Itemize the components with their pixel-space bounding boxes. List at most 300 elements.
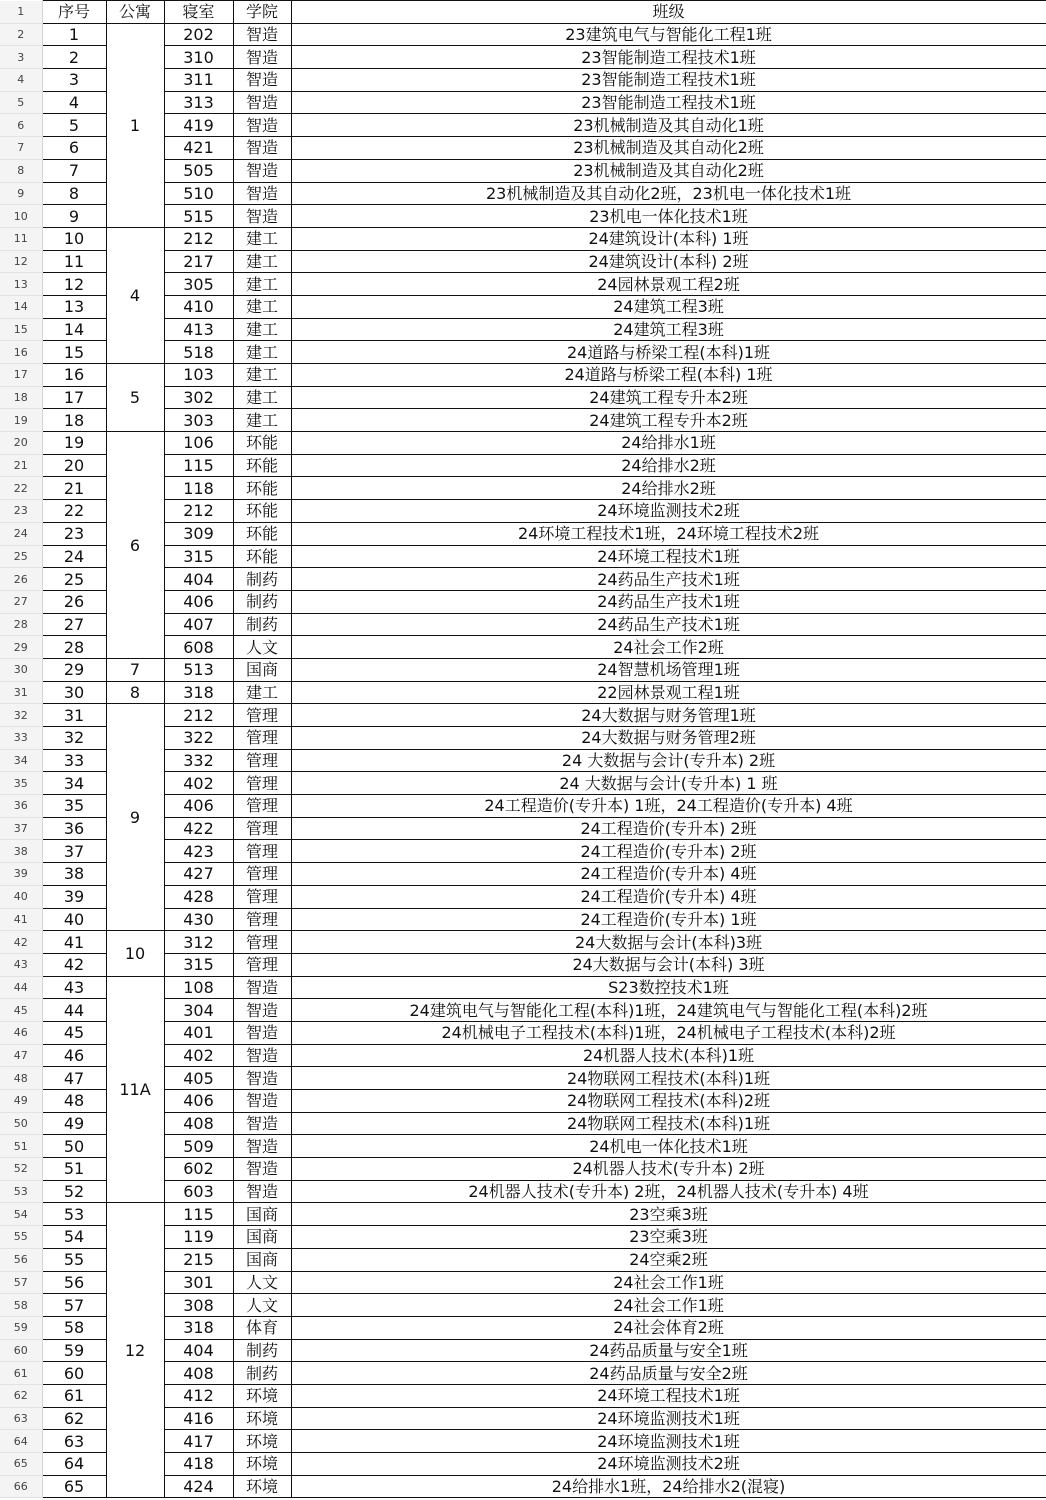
header-room[interactable]: 寝室 <box>164 1 233 24</box>
row-number[interactable]: 57 <box>0 1271 42 1294</box>
cell-room[interactable]: 416 <box>164 1407 233 1430</box>
cell-college[interactable]: 建工 <box>233 409 291 432</box>
cell-room[interactable]: 309 <box>164 522 233 545</box>
cell-class[interactable]: 24工程造价(专升本) 4班 <box>291 885 1046 908</box>
cell-seq[interactable]: 63 <box>42 1430 106 1453</box>
row-number[interactable]: 41 <box>0 908 42 931</box>
cell-college[interactable]: 国商 <box>233 1226 291 1249</box>
cell-room[interactable]: 332 <box>164 749 233 772</box>
row-number[interactable]: 58 <box>0 1294 42 1317</box>
cell-class[interactable]: 24建筑电气与智能化工程(本科)1班，24建筑电气与智能化工程(本科)2班 <box>291 999 1046 1022</box>
cell-college[interactable]: 管理 <box>233 704 291 727</box>
cell-room[interactable]: 424 <box>164 1475 233 1498</box>
cell-class[interactable]: 23智能制造工程技术1班 <box>291 69 1046 92</box>
row-number[interactable]: 40 <box>0 885 42 908</box>
cell-college[interactable]: 国商 <box>233 1248 291 1271</box>
cell-seq[interactable]: 5 <box>42 114 106 137</box>
cell-seq[interactable]: 7 <box>42 159 106 182</box>
cell-college[interactable]: 国商 <box>233 658 291 681</box>
cell-seq[interactable]: 49 <box>42 1112 106 1135</box>
row-number[interactable]: 35 <box>0 772 42 795</box>
cell-class[interactable]: 24工程造价(专升本) 4班 <box>291 863 1046 886</box>
cell-college[interactable]: 人文 <box>233 1294 291 1317</box>
cell-room[interactable]: 212 <box>164 704 233 727</box>
row-number[interactable]: 56 <box>0 1248 42 1271</box>
cell-seq[interactable]: 65 <box>42 1475 106 1498</box>
cell-college[interactable]: 管理 <box>233 749 291 772</box>
cell-room[interactable]: 315 <box>164 545 233 568</box>
cell-room[interactable]: 406 <box>164 590 233 613</box>
cell-college[interactable]: 智造 <box>233 23 291 46</box>
cell-seq[interactable]: 61 <box>42 1384 106 1407</box>
row-number[interactable]: 42 <box>0 931 42 954</box>
cell-seq[interactable]: 35 <box>42 795 106 818</box>
cell-class[interactable]: 24给排水1班，24给排水2(混寝) <box>291 1475 1046 1498</box>
cell-seq[interactable]: 50 <box>42 1135 106 1158</box>
cell-college[interactable]: 环能 <box>233 432 291 455</box>
row-number[interactable]: 12 <box>0 250 42 273</box>
row-number[interactable]: 29 <box>0 636 42 659</box>
row-number[interactable]: 63 <box>0 1407 42 1430</box>
cell-room[interactable]: 308 <box>164 1294 233 1317</box>
cell-college[interactable]: 管理 <box>233 931 291 954</box>
cell-room[interactable]: 215 <box>164 1248 233 1271</box>
cell-room[interactable]: 311 <box>164 69 233 92</box>
cell-class[interactable]: 24机器人技术(专升本) 2班 <box>291 1158 1046 1181</box>
cell-college[interactable]: 智造 <box>233 1021 291 1044</box>
cell-apartment[interactable]: 5 <box>106 364 164 432</box>
cell-seq[interactable]: 8 <box>42 182 106 205</box>
cell-apartment[interactable]: 1 <box>106 23 164 227</box>
cell-seq[interactable]: 57 <box>42 1294 106 1317</box>
row-number[interactable]: 2 <box>0 23 42 46</box>
cell-room[interactable]: 421 <box>164 137 233 160</box>
cell-seq[interactable]: 26 <box>42 590 106 613</box>
cell-college[interactable]: 管理 <box>233 772 291 795</box>
row-number[interactable]: 8 <box>0 159 42 182</box>
cell-seq[interactable]: 22 <box>42 500 106 523</box>
row-number[interactable]: 3 <box>0 46 42 69</box>
cell-class[interactable]: S23数控技术1班 <box>291 976 1046 999</box>
cell-class[interactable]: 24药品生产技术1班 <box>291 613 1046 636</box>
cell-room[interactable]: 310 <box>164 46 233 69</box>
cell-college[interactable]: 环能 <box>233 477 291 500</box>
cell-college[interactable]: 建工 <box>233 364 291 387</box>
cell-room[interactable]: 419 <box>164 114 233 137</box>
cell-class[interactable]: 24给排水2班 <box>291 477 1046 500</box>
cell-seq[interactable]: 21 <box>42 477 106 500</box>
cell-class[interactable]: 24道路与桥梁工程(本科)1班 <box>291 341 1046 364</box>
cell-class[interactable]: 24机电一体化技术1班 <box>291 1135 1046 1158</box>
row-number[interactable]: 17 <box>0 364 42 387</box>
cell-class[interactable]: 23机械制造及其自动化2班 <box>291 159 1046 182</box>
cell-college[interactable]: 管理 <box>233 885 291 908</box>
cell-college[interactable]: 体育 <box>233 1316 291 1339</box>
cell-college[interactable]: 智造 <box>233 46 291 69</box>
cell-room[interactable]: 108 <box>164 976 233 999</box>
row-number[interactable]: 55 <box>0 1226 42 1249</box>
row-number[interactable]: 33 <box>0 727 42 750</box>
cell-room[interactable]: 318 <box>164 681 233 704</box>
cell-college[interactable]: 人文 <box>233 636 291 659</box>
cell-college[interactable]: 管理 <box>233 840 291 863</box>
cell-class[interactable]: 24道路与桥梁工程(本科) 1班 <box>291 364 1046 387</box>
cell-seq[interactable]: 14 <box>42 318 106 341</box>
cell-class[interactable]: 23建筑电气与智能化工程1班 <box>291 23 1046 46</box>
cell-seq[interactable]: 36 <box>42 817 106 840</box>
cell-room[interactable]: 212 <box>164 500 233 523</box>
cell-seq[interactable]: 64 <box>42 1453 106 1476</box>
cell-college[interactable]: 环能 <box>233 522 291 545</box>
cell-room[interactable]: 406 <box>164 795 233 818</box>
cell-class[interactable]: 24机器人技术(本科)1班 <box>291 1044 1046 1067</box>
cell-room[interactable]: 509 <box>164 1135 233 1158</box>
cell-class[interactable]: 24 大数据与会计(专升本) 2班 <box>291 749 1046 772</box>
cell-seq[interactable]: 37 <box>42 840 106 863</box>
cell-room[interactable]: 106 <box>164 432 233 455</box>
cell-apartment[interactable]: 8 <box>106 681 164 704</box>
cell-room[interactable]: 302 <box>164 386 233 409</box>
cell-class[interactable]: 24机器人技术(专升本) 2班，24机器人技术(专升本) 4班 <box>291 1180 1046 1203</box>
cell-college[interactable]: 管理 <box>233 795 291 818</box>
cell-college[interactable]: 建工 <box>233 681 291 704</box>
cell-room[interactable]: 402 <box>164 1044 233 1067</box>
cell-room[interactable]: 405 <box>164 1067 233 1090</box>
cell-seq[interactable]: 16 <box>42 364 106 387</box>
row-number[interactable]: 10 <box>0 205 42 228</box>
cell-class[interactable]: 24建筑工程3班 <box>291 295 1046 318</box>
header-college[interactable]: 学院 <box>233 1 291 24</box>
cell-seq[interactable]: 33 <box>42 749 106 772</box>
cell-room[interactable]: 408 <box>164 1112 233 1135</box>
cell-class[interactable]: 24物联网工程技术(本科)2班 <box>291 1090 1046 1113</box>
cell-college[interactable]: 建工 <box>233 227 291 250</box>
cell-college[interactable]: 智造 <box>233 114 291 137</box>
row-number[interactable]: 54 <box>0 1203 42 1226</box>
cell-college[interactable]: 国商 <box>233 1203 291 1226</box>
row-number[interactable]: 6 <box>0 114 42 137</box>
cell-college[interactable]: 智造 <box>233 1044 291 1067</box>
cell-room[interactable]: 608 <box>164 636 233 659</box>
row-number[interactable]: 5 <box>0 91 42 114</box>
cell-seq[interactable]: 19 <box>42 432 106 455</box>
cell-room[interactable]: 313 <box>164 91 233 114</box>
cell-class[interactable]: 24大数据与财务管理2班 <box>291 727 1046 750</box>
cell-seq[interactable]: 1 <box>42 23 106 46</box>
cell-class[interactable]: 24建筑设计(本科) 2班 <box>291 250 1046 273</box>
row-number[interactable]: 36 <box>0 795 42 818</box>
cell-room[interactable]: 423 <box>164 840 233 863</box>
cell-class[interactable]: 23机械制造及其自动化2班，23机电一体化技术1班 <box>291 182 1046 205</box>
cell-room[interactable]: 518 <box>164 341 233 364</box>
cell-seq[interactable]: 9 <box>42 205 106 228</box>
cell-apartment[interactable]: 12 <box>106 1203 164 1498</box>
row-number[interactable]: 25 <box>0 545 42 568</box>
cell-class[interactable]: 24环境监测技术1班 <box>291 1430 1046 1453</box>
cell-room[interactable]: 408 <box>164 1362 233 1385</box>
cell-college[interactable]: 制药 <box>233 590 291 613</box>
cell-seq[interactable]: 53 <box>42 1203 106 1226</box>
cell-room[interactable]: 315 <box>164 953 233 976</box>
row-number[interactable]: 21 <box>0 454 42 477</box>
cell-room[interactable]: 602 <box>164 1158 233 1181</box>
cell-class[interactable]: 23空乘3班 <box>291 1226 1046 1249</box>
cell-room[interactable]: 312 <box>164 931 233 954</box>
cell-apartment[interactable]: 6 <box>106 432 164 659</box>
row-number[interactable]: 50 <box>0 1112 42 1135</box>
cell-seq[interactable]: 2 <box>42 46 106 69</box>
row-number[interactable]: 28 <box>0 613 42 636</box>
cell-seq[interactable]: 59 <box>42 1339 106 1362</box>
cell-class[interactable]: 24大数据与会计(本科) 3班 <box>291 953 1046 976</box>
cell-seq[interactable]: 20 <box>42 454 106 477</box>
cell-seq[interactable]: 44 <box>42 999 106 1022</box>
row-number[interactable]: 48 <box>0 1067 42 1090</box>
cell-room[interactable]: 212 <box>164 227 233 250</box>
cell-class[interactable]: 24智慧机场管理1班 <box>291 658 1046 681</box>
cell-room[interactable]: 417 <box>164 1430 233 1453</box>
row-number[interactable]: 1 <box>0 1 42 24</box>
row-number[interactable]: 19 <box>0 409 42 432</box>
cell-class[interactable]: 24机械电子工程技术(本科)1班，24机械电子工程技术(本科)2班 <box>291 1021 1046 1044</box>
cell-class[interactable]: 24建筑工程专升本2班 <box>291 409 1046 432</box>
cell-class[interactable]: 24 大数据与会计(专升本) 1 班 <box>291 772 1046 795</box>
row-number[interactable]: 52 <box>0 1158 42 1181</box>
cell-seq[interactable]: 60 <box>42 1362 106 1385</box>
cell-seq[interactable]: 55 <box>42 1248 106 1271</box>
cell-seq[interactable]: 17 <box>42 386 106 409</box>
cell-seq[interactable]: 51 <box>42 1158 106 1181</box>
cell-seq[interactable]: 43 <box>42 976 106 999</box>
cell-class[interactable]: 24工程造价(专升本) 2班 <box>291 817 1046 840</box>
cell-college[interactable]: 智造 <box>233 999 291 1022</box>
cell-seq[interactable]: 56 <box>42 1271 106 1294</box>
cell-college[interactable]: 制药 <box>233 1362 291 1385</box>
row-number[interactable]: 24 <box>0 522 42 545</box>
cell-college[interactable]: 建工 <box>233 250 291 273</box>
row-number[interactable]: 11 <box>0 227 42 250</box>
row-number[interactable]: 62 <box>0 1384 42 1407</box>
cell-college[interactable]: 制药 <box>233 613 291 636</box>
cell-room[interactable]: 404 <box>164 568 233 591</box>
cell-room[interactable]: 427 <box>164 863 233 886</box>
cell-room[interactable]: 418 <box>164 1453 233 1476</box>
row-number[interactable]: 64 <box>0 1430 42 1453</box>
cell-seq[interactable]: 24 <box>42 545 106 568</box>
cell-seq[interactable]: 40 <box>42 908 106 931</box>
cell-college[interactable]: 环能 <box>233 500 291 523</box>
cell-room[interactable]: 603 <box>164 1180 233 1203</box>
cell-college[interactable]: 智造 <box>233 205 291 228</box>
cell-college[interactable]: 人文 <box>233 1271 291 1294</box>
cell-seq[interactable]: 28 <box>42 636 106 659</box>
cell-college[interactable]: 环能 <box>233 545 291 568</box>
row-number[interactable]: 65 <box>0 1453 42 1476</box>
row-number[interactable]: 18 <box>0 386 42 409</box>
row-number[interactable]: 49 <box>0 1090 42 1113</box>
cell-seq[interactable]: 45 <box>42 1021 106 1044</box>
cell-college[interactable]: 环境 <box>233 1453 291 1476</box>
row-number[interactable]: 44 <box>0 976 42 999</box>
cell-class[interactable]: 23机械制造及其自动化2班 <box>291 137 1046 160</box>
cell-college[interactable]: 智造 <box>233 182 291 205</box>
cell-class[interactable]: 24药品质量与安全2班 <box>291 1362 1046 1385</box>
cell-college[interactable]: 环能 <box>233 454 291 477</box>
row-number[interactable]: 39 <box>0 863 42 886</box>
cell-room[interactable]: 430 <box>164 908 233 931</box>
row-number[interactable]: 13 <box>0 273 42 296</box>
cell-seq[interactable]: 4 <box>42 91 106 114</box>
cell-seq[interactable]: 34 <box>42 772 106 795</box>
cell-apartment[interactable]: 7 <box>106 658 164 681</box>
row-number[interactable]: 20 <box>0 432 42 455</box>
row-number[interactable]: 31 <box>0 681 42 704</box>
cell-class[interactable]: 24环境监测技术1班 <box>291 1407 1046 1430</box>
row-number[interactable]: 66 <box>0 1475 42 1498</box>
cell-seq[interactable]: 30 <box>42 681 106 704</box>
cell-college[interactable]: 智造 <box>233 1067 291 1090</box>
cell-room[interactable]: 412 <box>164 1384 233 1407</box>
cell-room[interactable]: 303 <box>164 409 233 432</box>
cell-room[interactable]: 407 <box>164 613 233 636</box>
cell-class[interactable]: 24建筑工程3班 <box>291 318 1046 341</box>
cell-college[interactable]: 管理 <box>233 863 291 886</box>
cell-seq[interactable]: 29 <box>42 658 106 681</box>
row-number[interactable]: 16 <box>0 341 42 364</box>
row-number[interactable]: 47 <box>0 1044 42 1067</box>
row-number[interactable]: 37 <box>0 817 42 840</box>
cell-seq[interactable]: 54 <box>42 1226 106 1249</box>
cell-college[interactable]: 智造 <box>233 137 291 160</box>
cell-class[interactable]: 24园林景观工程2班 <box>291 273 1046 296</box>
cell-seq[interactable]: 3 <box>42 69 106 92</box>
cell-room[interactable]: 410 <box>164 295 233 318</box>
cell-seq[interactable]: 46 <box>42 1044 106 1067</box>
cell-seq[interactable]: 39 <box>42 885 106 908</box>
cell-class[interactable]: 24物联网工程技术(本科)1班 <box>291 1112 1046 1135</box>
cell-class[interactable]: 24大数据与财务管理1班 <box>291 704 1046 727</box>
cell-class[interactable]: 24给排水1班 <box>291 432 1046 455</box>
cell-class[interactable]: 24建筑工程专升本2班 <box>291 386 1046 409</box>
cell-college[interactable]: 智造 <box>233 1135 291 1158</box>
cell-seq[interactable]: 15 <box>42 341 106 364</box>
cell-seq[interactable]: 25 <box>42 568 106 591</box>
row-number[interactable]: 30 <box>0 658 42 681</box>
cell-class[interactable]: 23智能制造工程技术1班 <box>291 91 1046 114</box>
cell-college[interactable]: 环境 <box>233 1430 291 1453</box>
header-apartment[interactable]: 公寓 <box>106 1 164 24</box>
cell-room[interactable]: 202 <box>164 23 233 46</box>
cell-class[interactable]: 23空乘3班 <box>291 1203 1046 1226</box>
row-number[interactable]: 23 <box>0 500 42 523</box>
cell-seq[interactable]: 48 <box>42 1090 106 1113</box>
cell-class[interactable]: 24社会工作1班 <box>291 1271 1046 1294</box>
cell-college[interactable]: 环境 <box>233 1407 291 1430</box>
row-number[interactable]: 14 <box>0 295 42 318</box>
row-number[interactable]: 45 <box>0 999 42 1022</box>
cell-seq[interactable]: 23 <box>42 522 106 545</box>
row-number[interactable]: 9 <box>0 182 42 205</box>
cell-room[interactable]: 413 <box>164 318 233 341</box>
cell-class[interactable]: 24建筑设计(本科) 1班 <box>291 227 1046 250</box>
cell-room[interactable]: 402 <box>164 772 233 795</box>
cell-room[interactable]: 406 <box>164 1090 233 1113</box>
row-number[interactable]: 51 <box>0 1135 42 1158</box>
row-number[interactable]: 46 <box>0 1021 42 1044</box>
cell-class[interactable]: 23机电一体化技术1班 <box>291 205 1046 228</box>
cell-class[interactable]: 24社会工作1班 <box>291 1294 1046 1317</box>
cell-college[interactable]: 制药 <box>233 1339 291 1362</box>
row-number[interactable]: 32 <box>0 704 42 727</box>
row-number[interactable]: 22 <box>0 477 42 500</box>
cell-seq[interactable]: 52 <box>42 1180 106 1203</box>
cell-seq[interactable]: 12 <box>42 273 106 296</box>
cell-college[interactable]: 智造 <box>233 1180 291 1203</box>
cell-room[interactable]: 103 <box>164 364 233 387</box>
row-number[interactable]: 7 <box>0 137 42 160</box>
cell-room[interactable]: 304 <box>164 999 233 1022</box>
cell-seq[interactable]: 32 <box>42 727 106 750</box>
cell-class[interactable]: 23智能制造工程技术1班 <box>291 46 1046 69</box>
cell-class[interactable]: 24环境工程技术1班 <box>291 1384 1046 1407</box>
cell-college[interactable]: 智造 <box>233 976 291 999</box>
cell-college[interactable]: 建工 <box>233 386 291 409</box>
cell-room[interactable]: 305 <box>164 273 233 296</box>
cell-room[interactable]: 510 <box>164 182 233 205</box>
cell-college[interactable]: 建工 <box>233 341 291 364</box>
cell-apartment[interactable]: 9 <box>106 704 164 931</box>
cell-class[interactable]: 22园林景观工程1班 <box>291 681 1046 704</box>
cell-class[interactable]: 23机械制造及其自动化1班 <box>291 114 1046 137</box>
cell-seq[interactable]: 6 <box>42 137 106 160</box>
cell-class[interactable]: 24环境监测技术2班 <box>291 1453 1046 1476</box>
cell-seq[interactable]: 41 <box>42 931 106 954</box>
cell-room[interactable]: 401 <box>164 1021 233 1044</box>
cell-seq[interactable]: 27 <box>42 613 106 636</box>
cell-class[interactable]: 24社会工作2班 <box>291 636 1046 659</box>
cell-seq[interactable]: 47 <box>42 1067 106 1090</box>
cell-room[interactable]: 115 <box>164 1203 233 1226</box>
cell-seq[interactable]: 11 <box>42 250 106 273</box>
cell-room[interactable]: 428 <box>164 885 233 908</box>
row-number[interactable]: 27 <box>0 590 42 613</box>
cell-class[interactable]: 24工程造价(专升本) 1班，24工程造价(专升本) 4班 <box>291 795 1046 818</box>
cell-college[interactable]: 环境 <box>233 1384 291 1407</box>
row-number[interactable]: 60 <box>0 1339 42 1362</box>
cell-college[interactable]: 建工 <box>233 273 291 296</box>
header-class[interactable]: 班级 <box>291 1 1046 24</box>
cell-room[interactable]: 422 <box>164 817 233 840</box>
cell-college[interactable]: 制药 <box>233 568 291 591</box>
cell-seq[interactable]: 10 <box>42 227 106 250</box>
cell-seq[interactable]: 18 <box>42 409 106 432</box>
cell-class[interactable]: 24社会体育2班 <box>291 1316 1046 1339</box>
cell-college[interactable]: 智造 <box>233 159 291 182</box>
row-number[interactable]: 43 <box>0 953 42 976</box>
cell-apartment[interactable]: 4 <box>106 227 164 363</box>
cell-college[interactable]: 建工 <box>233 318 291 341</box>
cell-class[interactable]: 24物联网工程技术(本科)1班 <box>291 1067 1046 1090</box>
cell-seq[interactable]: 38 <box>42 863 106 886</box>
cell-college[interactable]: 智造 <box>233 1090 291 1113</box>
cell-seq[interactable]: 62 <box>42 1407 106 1430</box>
row-number[interactable]: 61 <box>0 1362 42 1385</box>
cell-college[interactable]: 智造 <box>233 1112 291 1135</box>
cell-room[interactable]: 515 <box>164 205 233 228</box>
cell-class[interactable]: 24药品生产技术1班 <box>291 590 1046 613</box>
cell-seq[interactable]: 42 <box>42 953 106 976</box>
cell-college[interactable]: 建工 <box>233 295 291 318</box>
